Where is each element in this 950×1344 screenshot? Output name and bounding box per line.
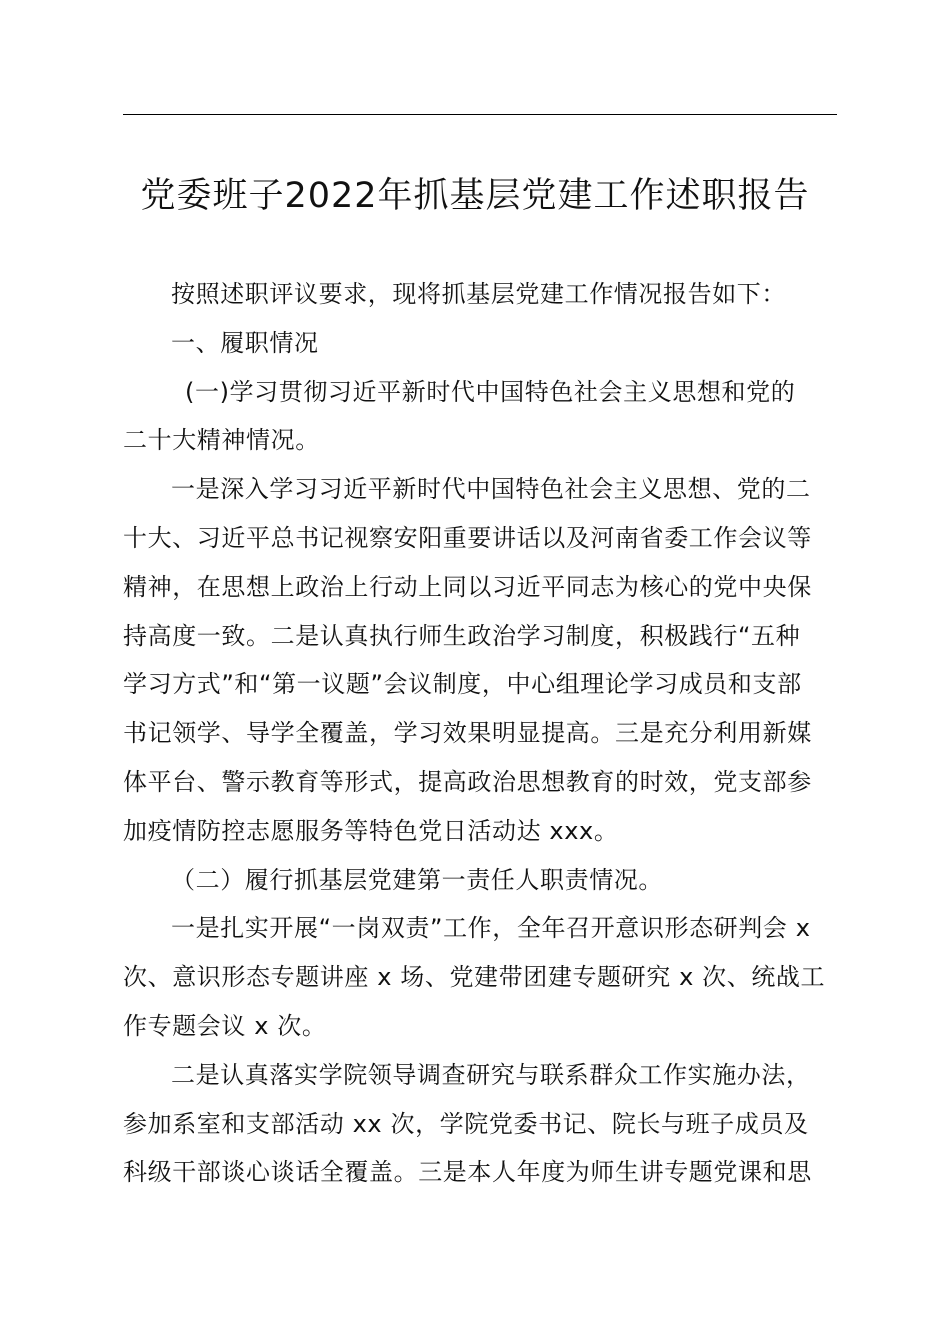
page-title: 党委班子2022年抓基层党建工作述职报告: [140, 176, 810, 216]
subsection-heading-line: (一)学习贯彻习近平新时代中国特色社会主义思想和党的: [185, 377, 796, 406]
subsection-heading-study: [123, 368, 839, 466]
paragraph-line: 一是扎实开展“一岗双责”工作，全年召开意识形态研判会 x: [171, 914, 811, 943]
report-body: [123, 270, 839, 1197]
paragraph-study-details: [123, 465, 839, 855]
paragraph-line: 加疫情防控志愿服务等特色党日活动达 xxx。: [123, 816, 619, 845]
paragraph-line: 学习方式”和“第一议题”会议制度，中心组理论学习成员和支部: [123, 670, 802, 699]
paragraph-line: 精神，在思想上政治上行动上同以习近平同志为核心的党中央保: [123, 572, 812, 601]
paragraph-line: 科级干部谈心谈话全覆盖。三是本人年度为师生讲专题党课和思: [123, 1158, 812, 1187]
paragraph-line: 体平台、警示教育等形式，提高政治思想教育的时效，党支部参: [123, 767, 812, 796]
paragraph-line: 持高度一致。二是认真执行师生政治学习制度，积极践行“五种: [123, 621, 801, 650]
paragraph-line: 书记领学、导学全覆盖，学习效果明显提高。三是充分利用新媒: [123, 719, 812, 748]
paragraph-responsibility-2: [123, 1051, 839, 1197]
section-heading-performance: 一、履职情况: [171, 328, 319, 357]
paragraph-line: 二是认真落实学院领导调查研究与联系群众工作实施办法，: [171, 1060, 811, 1089]
paragraph-line: 作专题会议 x 次。: [123, 1011, 327, 1040]
subsection-heading-line: 二十大精神情况。: [123, 426, 320, 455]
intro-paragraph: 按照述职评议要求，现将抓基层党建工作情况报告如下：: [171, 280, 786, 308]
paragraph-line: 参加系室和支部活动 xx 次，学院党委书记、院长与班子成员及: [123, 1109, 809, 1138]
header-rule: [123, 114, 837, 115]
paragraph-responsibility-1: [123, 904, 839, 1050]
subsection-heading-responsibility: （二）履行抓基层党建第一责任人职责情况。: [171, 865, 663, 894]
paragraph-line: 次、意识形态专题讲座 x 场、党建带团建专题研究 x 次、统战工: [123, 963, 826, 992]
paragraph-line: 十大、习近平总书记视察安阳重要讲话以及河南省委工作会议等: [123, 523, 812, 552]
paragraph-line: 一是深入学习习近平新时代中国特色社会主义思想、党的二: [171, 475, 811, 504]
